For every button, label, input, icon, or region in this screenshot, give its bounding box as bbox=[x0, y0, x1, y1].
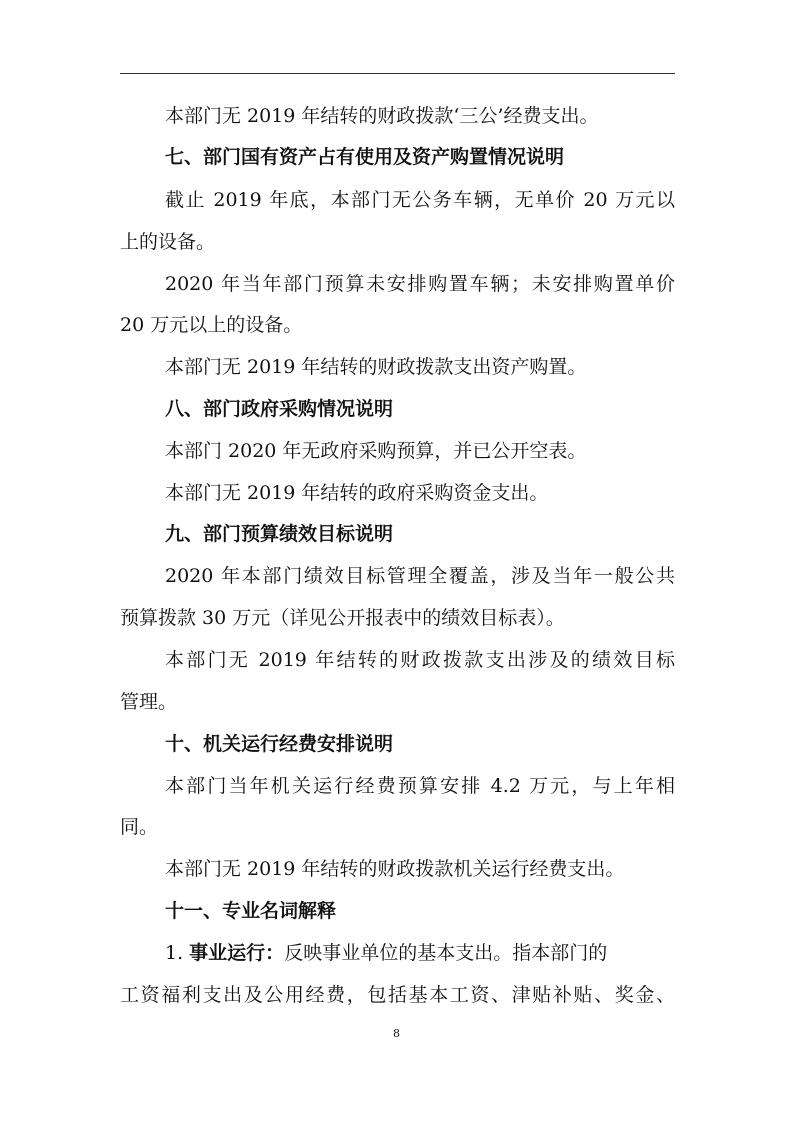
term-text: 反映事业单位的基本支出。指本部门的 bbox=[284, 942, 608, 964]
paragraph-line: 本部门无 2019 年结转的财政拨款‘三公’经费支出。 bbox=[165, 105, 599, 127]
paragraph-line: 本部门 2020 年无政府采购预算，并已公开空表。 bbox=[165, 440, 587, 462]
paragraph-line: 工资福利支出及公用经费，包括基本工资、津贴补贴、奖金、 bbox=[120, 984, 675, 1006]
paragraph-line: 本部门当年机关运行经费预算安排 4.2 万元，与上年相 bbox=[165, 775, 675, 797]
section-heading-8: 八、部门政府采购情况说明 bbox=[165, 398, 394, 420]
paragraph-line: 预算拨款 30 万元（详见公开报表中的绩效目标表）。 bbox=[120, 607, 565, 629]
paragraph-line: 上的设备。 bbox=[120, 231, 216, 253]
header-rule bbox=[120, 73, 675, 74]
paragraph-line: 本部门无 2019 年结转的财政拨款支出资产购置。 bbox=[165, 356, 587, 378]
paragraph-line: 2020 年本部门绩效目标管理全覆盖，涉及当年一般公共 bbox=[165, 565, 675, 587]
paragraph-line: 本部门无 2019 年结转的财政拨款机关运行经费支出。 bbox=[165, 858, 625, 880]
paragraph-line: 管理。 bbox=[120, 691, 178, 713]
section-heading-9: 九、部门预算绩效目标说明 bbox=[165, 523, 394, 545]
paragraph-line: 20 万元以上的设备。 bbox=[120, 314, 303, 336]
term-definition-line bbox=[120, 940, 675, 966]
page-number: 8 bbox=[393, 1027, 400, 1040]
section-heading-10: 十、机关运行经费安排说明 bbox=[165, 733, 394, 755]
term-label: 事业运行： bbox=[189, 942, 285, 964]
section-heading-7: 七、部门国有资产占有使用及资产购置情况说明 bbox=[165, 146, 565, 168]
section-heading-11: 十一、专业名词解释 bbox=[165, 900, 337, 922]
paragraph-line: 本部门无 2019 年结转的政府采购资金支出。 bbox=[165, 482, 549, 504]
paragraph-line: 同。 bbox=[120, 816, 159, 838]
paragraph-line: 本部门无 2019 年结转的财政拨款支出涉及的绩效目标 bbox=[165, 649, 675, 671]
paragraph-line: 截止 2019 年底，本部门无公务车辆，无单价 20 万元以 bbox=[165, 189, 675, 211]
term-number: 1. bbox=[165, 942, 190, 964]
paragraph-line: 2020 年当年部门预算未安排购置车辆；未安排购置单价 bbox=[165, 273, 675, 295]
